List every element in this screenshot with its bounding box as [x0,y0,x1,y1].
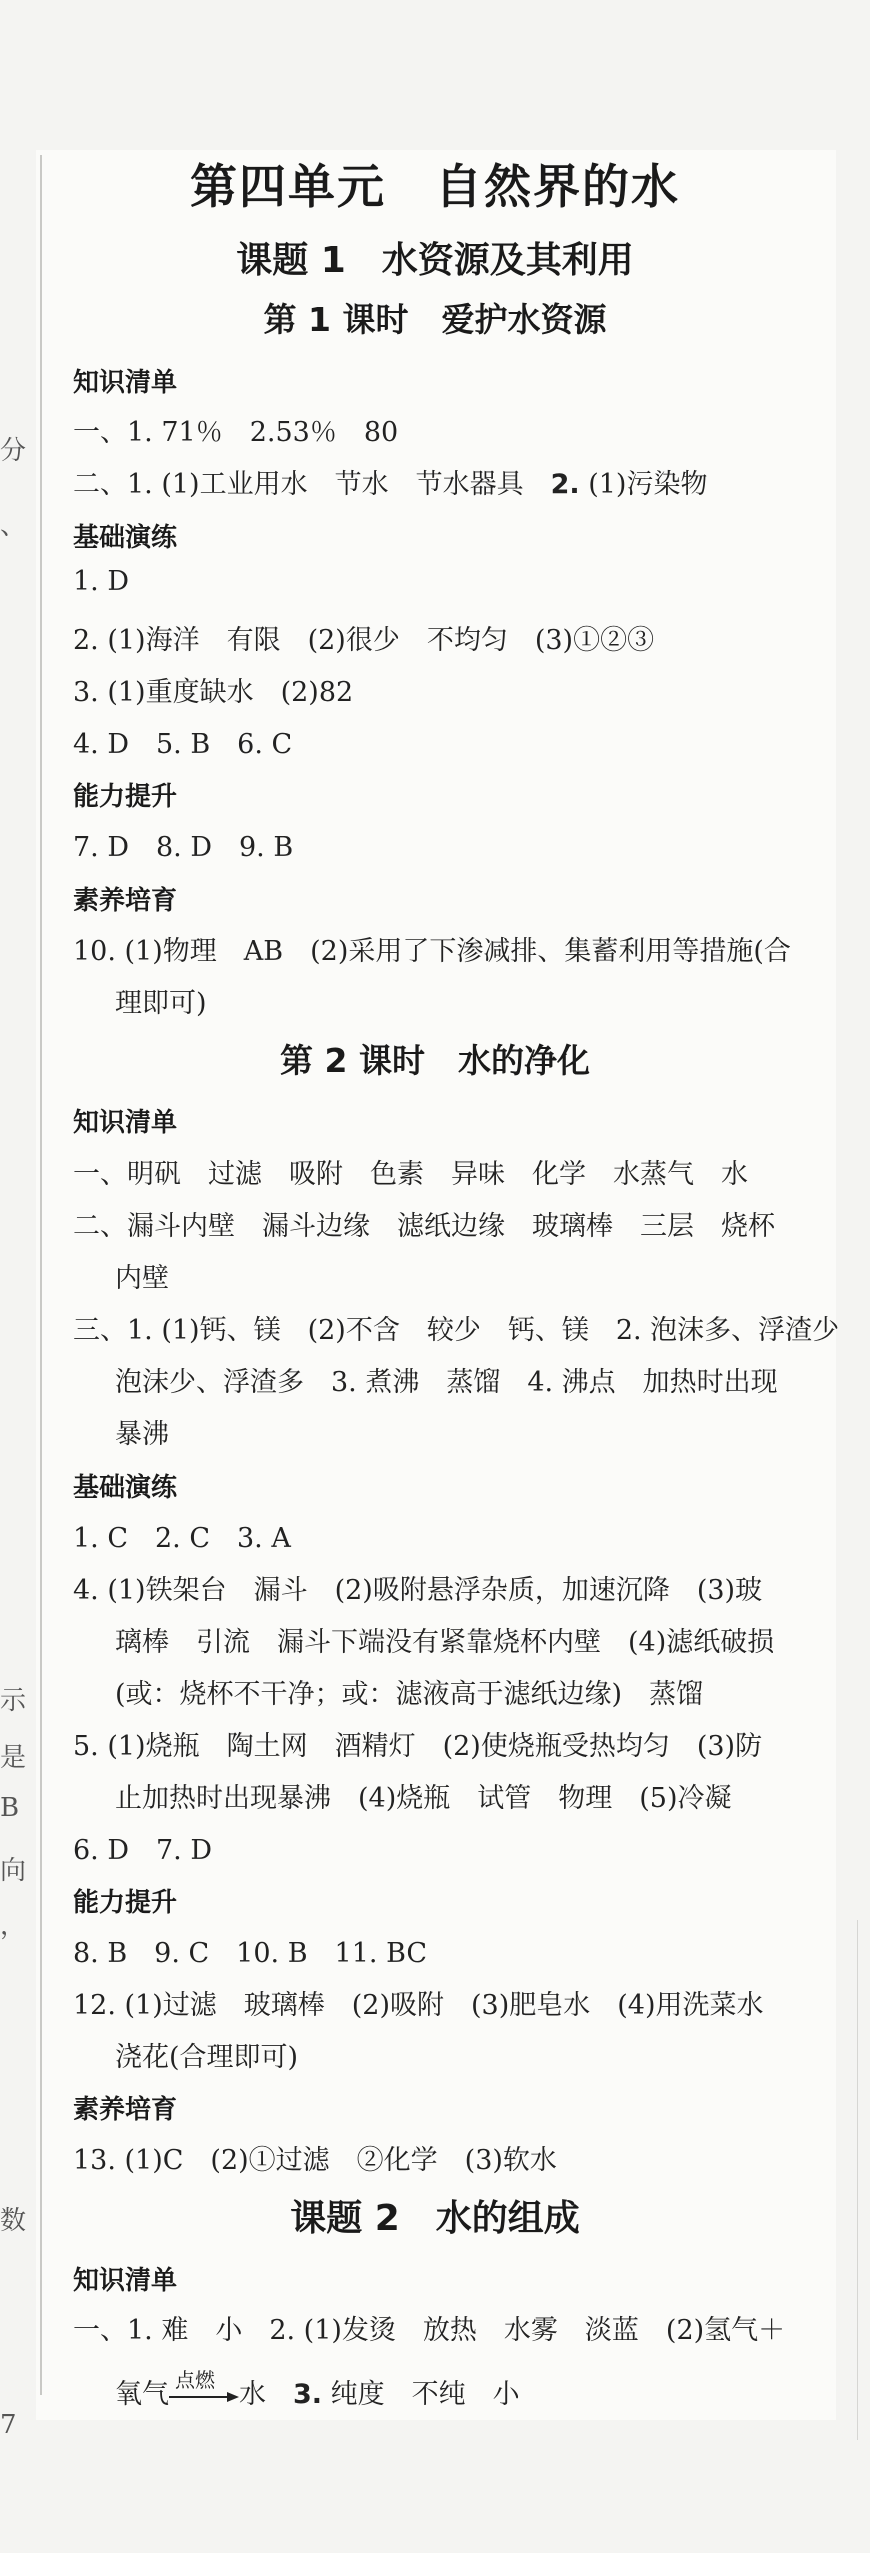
topic-title: 课题 1 水资源及其利用 [236,240,634,281]
answer-line: 5. (1)烧瓶 陶土网 酒精灯 (2)使烧瓶受热均匀 (3)防 [73,1731,763,1762]
unit-title: 第四单元 自然界的水 [190,160,680,215]
section-heading: 知识清单 [73,368,178,398]
section-heading: 能力提升 [73,1888,178,1918]
margin-char: 7 [0,2410,17,2440]
answer-line: (或：烧杯不干净；或：滤液高于滤纸边缘) 蒸馏 [115,1679,704,1710]
answer-line: 内壁 [115,1263,169,1294]
margin-char: 、 [0,511,27,541]
answer-line: 泡沫少、浮渣多 3. 煮沸 蒸馏 4. 沸点 加热时出现 [115,1367,778,1398]
answer-line: 1. D [73,566,129,597]
answer-line [73,462,707,501]
answer-line: 理即可) [115,988,207,1019]
answer-line: 4. (1)铁架台 漏斗 (2)吸附悬浮杂质，加速沉降 (3)玻 [73,1575,763,1606]
answer-number: 3. [293,2379,323,2410]
answer-line: 一、1. 难 小 2. (1)发烫 放热 水雾 淡蓝 (2)氢气＋ [73,2315,786,2346]
answer-text: 氧气 [115,2379,169,2410]
arrow-icon [169,2392,239,2402]
section-heading: 素养培育 [73,886,178,916]
answer-line: 10. (1)物理 AB (2)采用了下渗减排、集蓄利用等措施(合 [73,936,791,967]
lesson-title: 第 1 课时 爱护水资源 [263,300,607,339]
answer-line: 3. (1)重度缺水 (2)82 [73,677,354,708]
answer-line: 一、1. 71％ 2.53％ 80 [73,417,399,448]
answer-line: 13. (1)C (2)①过滤 ②化学 (3)软水 [73,2145,557,2176]
answer-line: 1. C 2. C 3. A [73,1523,291,1554]
reaction-condition: 点燃 [175,2367,215,2392]
margin-char: 分 [0,436,27,466]
margin-char: B [0,1793,20,1823]
answer-text: 纯度 不纯 小 [322,2379,520,2410]
reaction-arrow [169,2367,239,2406]
answer-line: 止加热时出现暴沸 (4)烧瓶 试管 物理 (5)冷凝 [115,1783,732,1814]
section-heading: 知识清单 [73,1108,178,1138]
left-rule [40,155,42,2395]
answer-line: 一、明矾 过滤 吸附 色素 异味 化学 水蒸气 水 [73,1159,748,1190]
answer-line: 璃棒 引流 漏斗下端没有紧靠烧杯内壁 (4)滤纸破损 [115,1627,775,1658]
answer-number: 二、1. [73,469,153,500]
answer-line: 二、漏斗内壁 漏斗边缘 滤纸边缘 玻璃棒 三层 烧杯 [73,1211,775,1242]
section-heading: 基础演练 [73,1473,178,1503]
section-heading: 素养培育 [73,2095,178,2125]
answer-line: 4. D 5. B 6. C [73,729,293,760]
answer-line: 浇花(合理即可) [115,2042,299,2073]
answer-text: (1)污染物 [579,469,708,500]
margin-char: 示 [0,1686,27,1716]
margin-char: ， [0,1911,27,1941]
lesson-title: 第 2 课时 水的净化 [280,1041,590,1080]
margin-char: 数 [0,2206,27,2236]
answer-line: 三、1. (1)钙、镁 (2)不含 较少 钙、镁 2. 泡沫多、浮渣少 [73,1315,840,1346]
margin-char: 向 [0,1856,27,1886]
section-heading: 知识清单 [73,2266,178,2296]
answer-line [115,2367,520,2411]
margin-char: 是 [0,1743,27,1773]
answer-line: 暴沸 [115,1419,169,1450]
answer-line: 2. (1)海洋 有限 (2)很少 不均匀 (3)①②③ [73,625,655,656]
answer-text: 水 [239,2379,293,2410]
section-heading: 能力提升 [73,782,178,812]
answer-line: 8. B 9. C 10. B 11. BC [73,1938,428,1969]
answer-number: 2. [550,469,580,500]
answer-line: 7. D 8. D 9. B [73,832,294,863]
answer-text: (1)工业用水 节水 节水器具 [152,469,551,500]
right-rule [857,1920,858,2440]
answer-line: 12. (1)过滤 玻璃棒 (2)吸附 (3)肥皂水 (4)用洗菜水 [73,1990,764,2021]
topic-title: 课题 2 水的组成 [290,2198,580,2239]
answer-line: 6. D 7. D [73,1835,212,1866]
section-heading: 基础演练 [73,523,178,553]
